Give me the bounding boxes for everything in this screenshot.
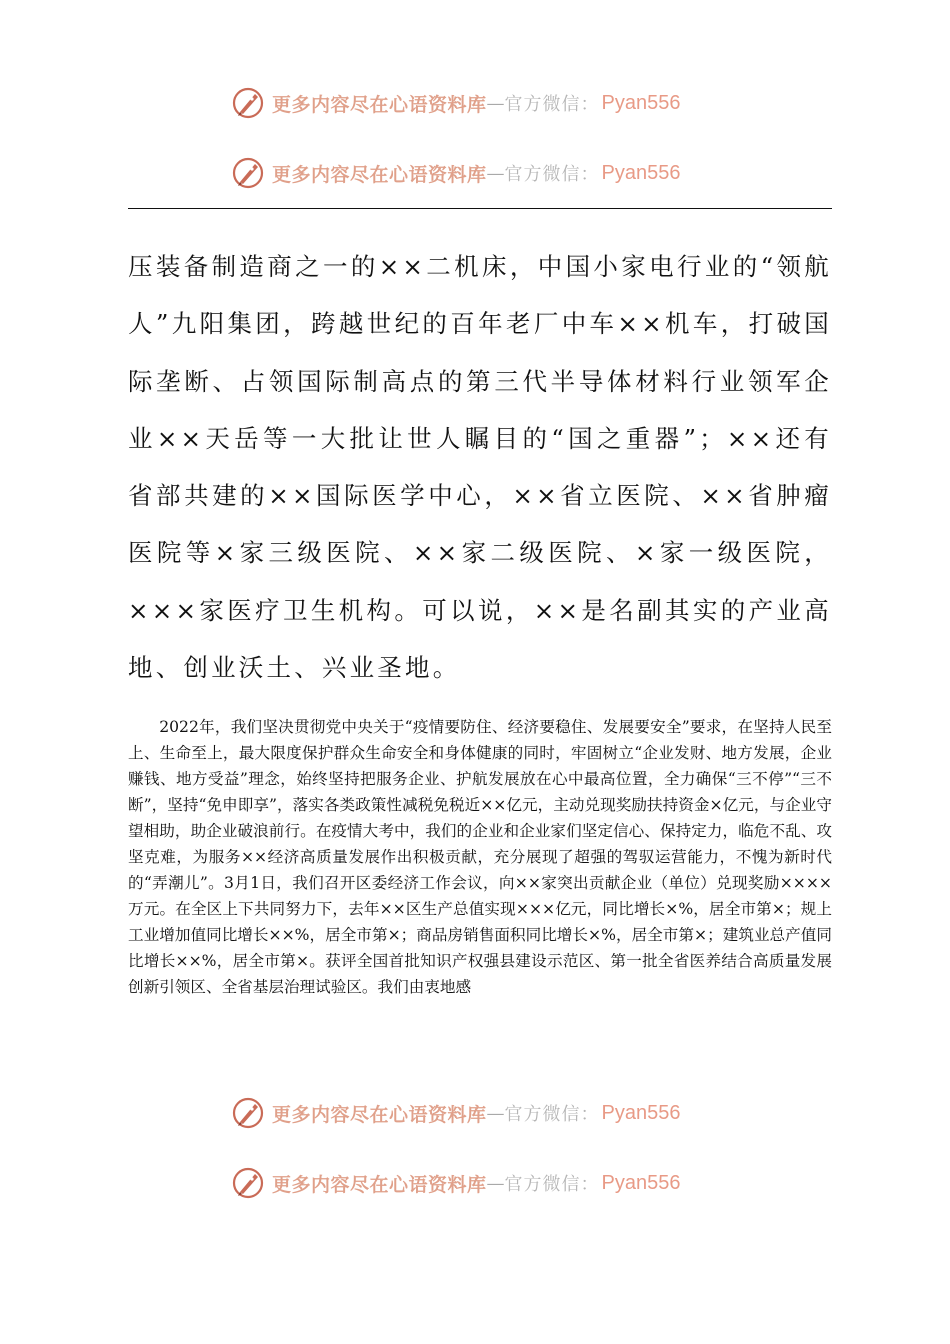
watermark-contact-id: Pyan556 (601, 1171, 681, 1194)
watermark-text: 更多内容尽在心语资料库 (272, 1173, 487, 1196)
watermark-contact-label: 官方微信： (504, 94, 600, 115)
header-divider (128, 208, 832, 209)
watermark-contact-label: 官方微信： (504, 1174, 600, 1195)
watermark-contact-id: Pyan556 (601, 1101, 681, 1124)
small-body-paragraph: 2022年，我们坚决贯彻党中央关于“疫情要防住、经济要稳住、发展要安全”要求，在坚持人民至上、生命至上，最大限度保护群众生命安全和身体健康的同时，牢固树立“企业发财、地方发展，企业赚钱、地方受益”理念，始终坚持把服务企业、护航发展放在心中最高位置，全力确保“三不停”“三不断”，坚持“免申即享”，落实各类政策性减税免税近××亿元，主动兑现奖励扶持资金×亿元，与企业守望相助，助企业破浪前行。在疫情大考中，我们的企业和企业家们坚定信心、保持定力，临危不乱、攻坚克难，为服务××经济高质量发展作出积极贡献，充分展现了超强的驾驭运营能力，不愧为新时代的“弄潮儿”。3月1日，我们召开区委经济工作会议，向××家突出贡献企业（单位）兑现奖励××××万元。在全区上下共同努力下，去年××区生产总值实现×××亿元，同比增长×%，居全市第×；规上工业增加值同比增长××%，居全市第×；商品房销售面积同比增长×%，居全市第×；建筑业总产值同比增长××%，居全市第×。获评全国首批知识产权强县建设示范区、第一批全省医养结合高质量发展创新引领区、全省基层治理试验区。我们由衷地感 (128, 718, 832, 996)
watermark-contact-id: Pyan556 (601, 91, 681, 114)
fountain-pen-logo-icon (230, 1095, 266, 1131)
watermark-contact-id: Pyan556 (601, 161, 681, 184)
watermark-contact-label: 官方微信： (504, 164, 600, 185)
watermark-separator: — (486, 162, 505, 184)
watermark-banner (230, 1163, 750, 1203)
watermark-banner (230, 1093, 750, 1133)
watermark-text: 更多内容尽在心语资料库 (272, 1103, 487, 1126)
fountain-pen-logo-icon (230, 155, 266, 191)
watermark-text: 更多内容尽在心语资料库 (272, 93, 487, 116)
watermark-separator: — (486, 1102, 505, 1124)
large-body-paragraph: 压装备制造商之一的××二机床，中国小家电行业的“领航人”九阳集团，跨越世纪的百年老厂中车××机车，打破国际垄断、占领国际制高点的第三代半导体材料行业领军企业××天岳等一大批让世人瞩目的“国之重器”；××还有省部共建的××国际医学中心，××省立医院、××省肿瘤医院等×家三级医院、××家二级医院、×家一级医院，×××家医疗卫生机构。可以说，××是名副其实的产业高地、创业沃土、兴业圣地。 (128, 252, 832, 683)
watermark-banner (230, 153, 750, 193)
fountain-pen-logo-icon (230, 1165, 266, 1201)
watermark-banner (230, 83, 750, 123)
fountain-pen-logo-icon (230, 85, 266, 121)
watermark-separator: — (486, 92, 505, 114)
watermark-separator: — (486, 1172, 505, 1194)
watermark-text: 更多内容尽在心语资料库 (272, 163, 487, 186)
watermark-contact-label: 官方微信： (504, 1104, 600, 1125)
